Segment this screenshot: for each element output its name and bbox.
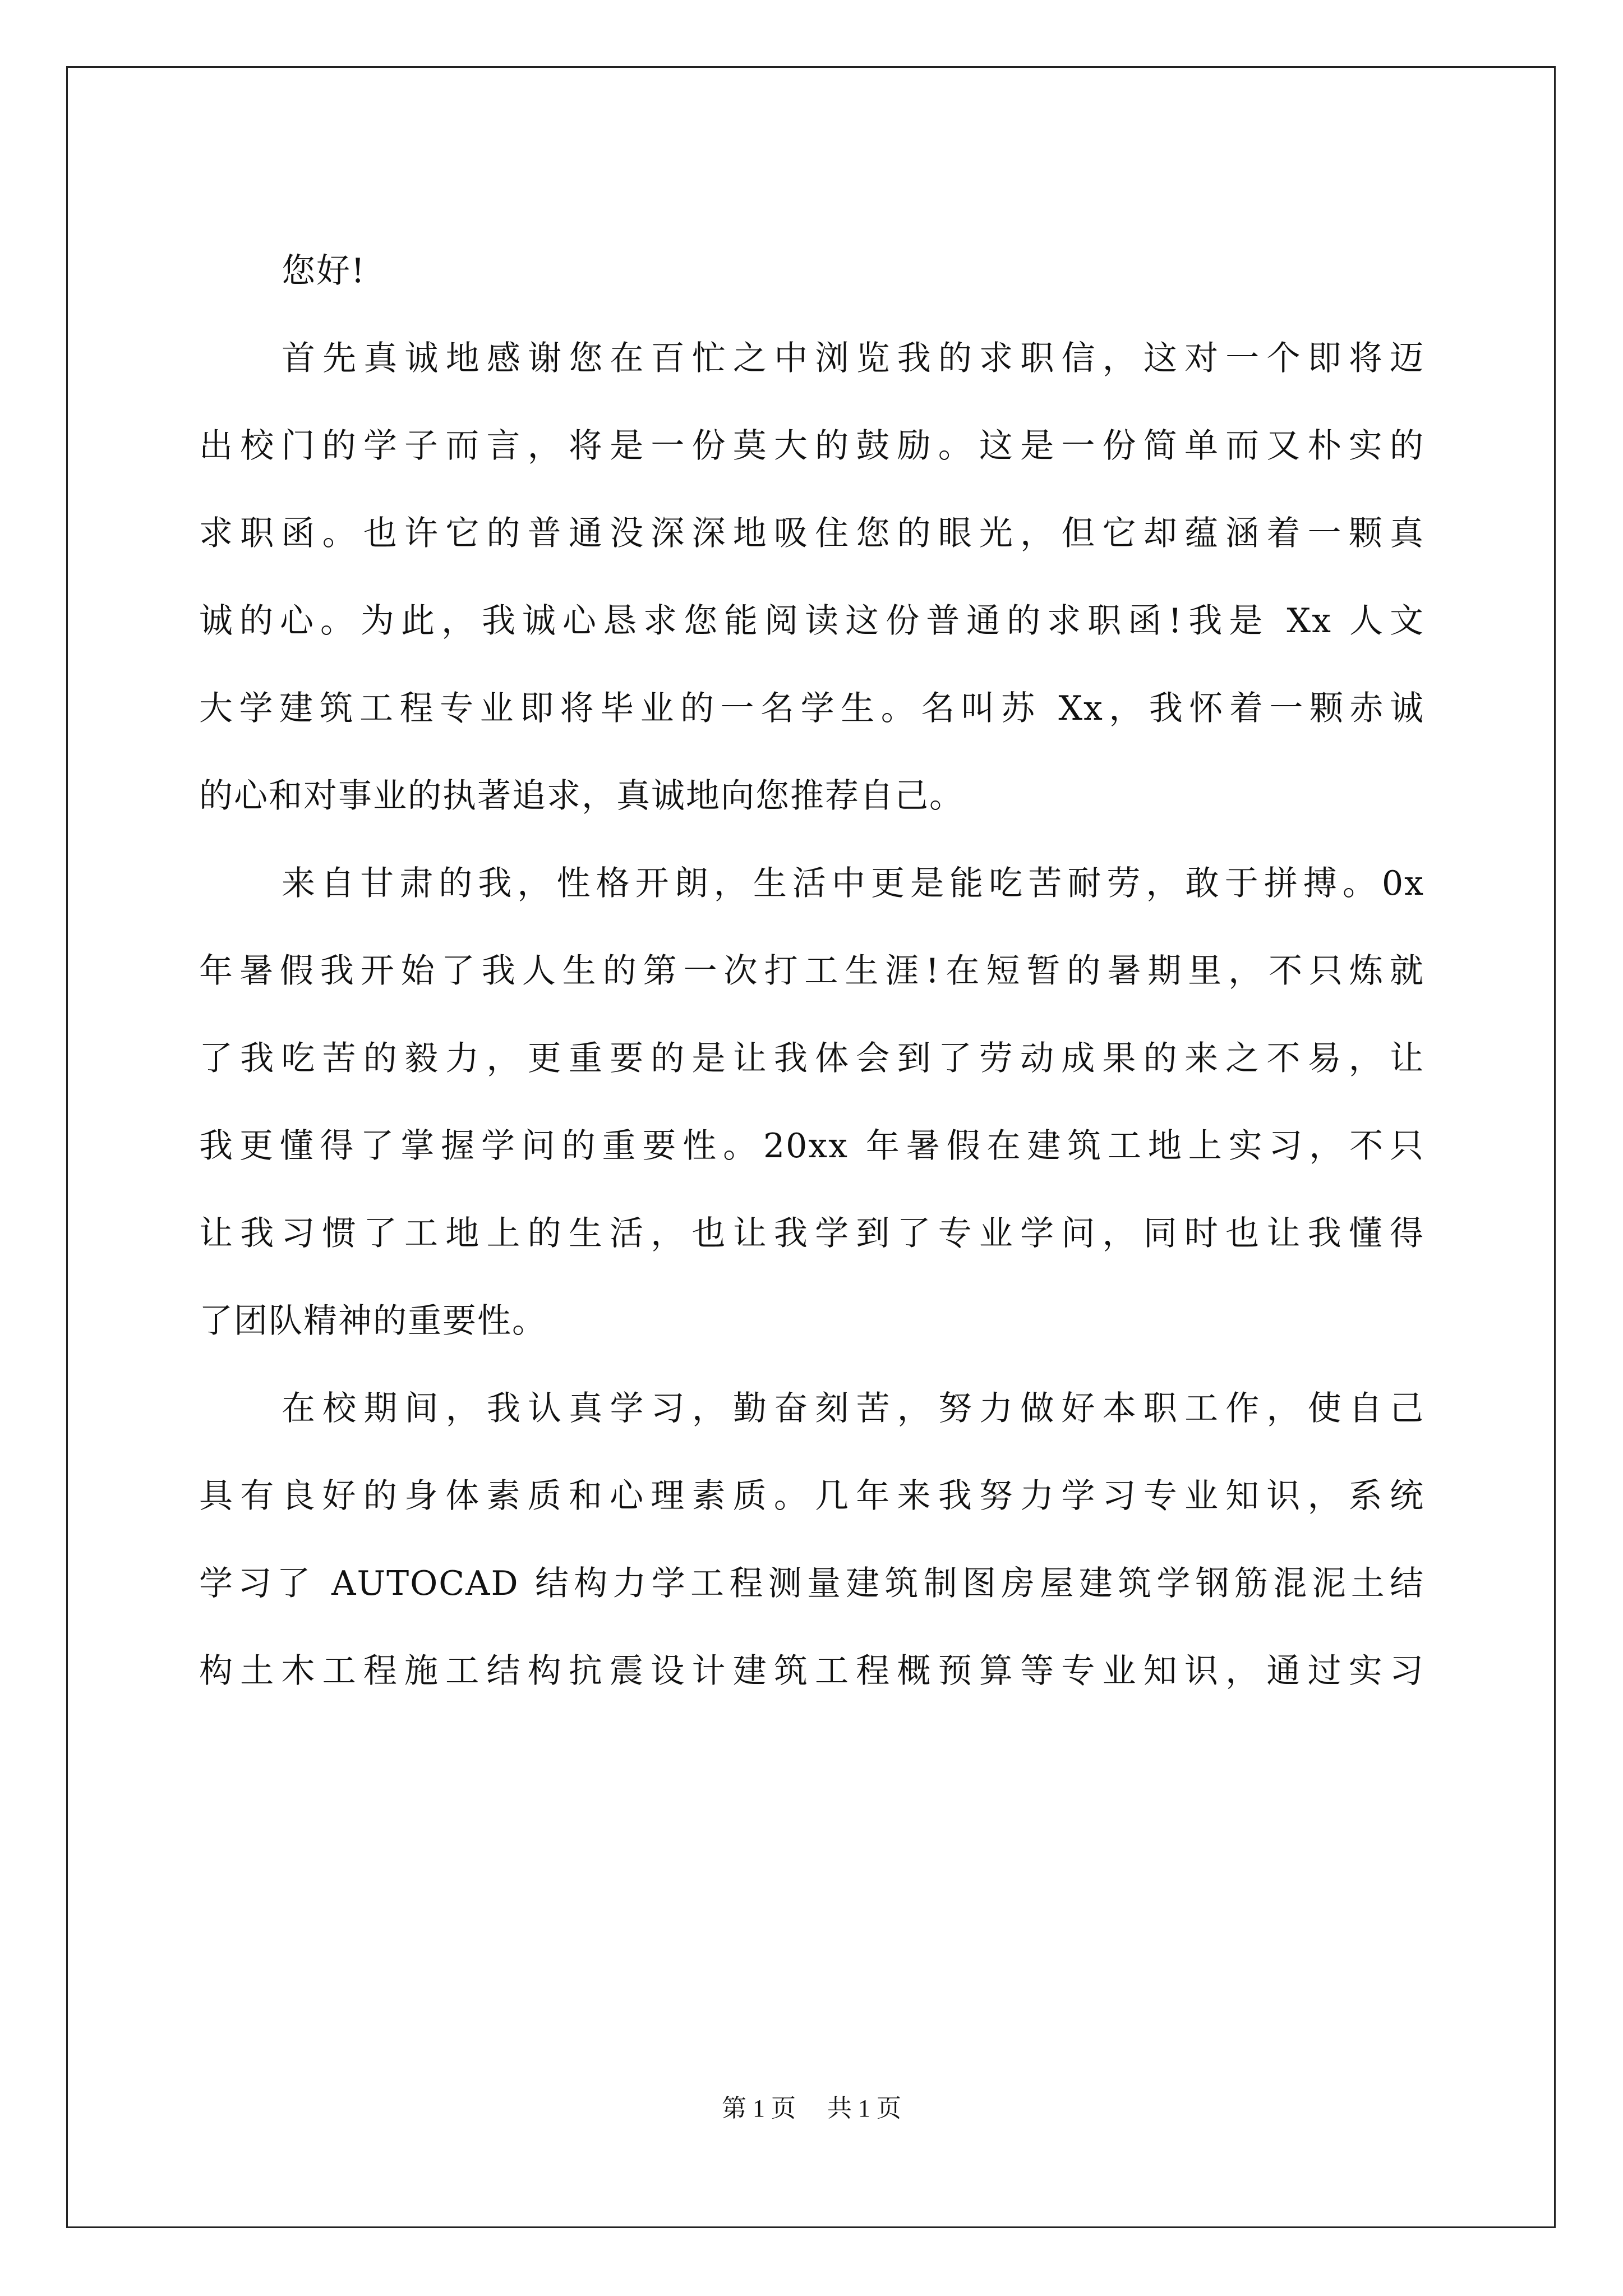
greeting-line: 您好! (282, 251, 366, 291)
text-line: 在校期间，我认真学习，勤奋刻苦，努力做好本职工作，使自己 (282, 1389, 1424, 1428)
text-line: 来自甘肃的我，性格开朗，生活中更是能吃苦耐劳，敢于拼搏。0x (282, 864, 1424, 903)
text-line: 年暑假我开始了我人生的第一次打工生涯!在短暂的暑期里，不只炼就 (199, 951, 1424, 991)
text-line: 大学建筑工程专业即将毕业的一名学生。名叫苏 Xx，我怀着一颗赤诚 (199, 689, 1424, 728)
text-line: 学习了 AUTOCAD 结构力学工程测量建筑制图房屋建筑学钢筋混泥土结 (199, 1564, 1424, 1603)
page-number: 第 1 页 (722, 2095, 796, 2122)
text-line: 我更懂得了掌握学问的重要性。20xx 年暑假在建筑工地上实习，不只 (199, 1126, 1424, 1166)
text-line: 了我吃苦的毅力，更重要的是让我体会到了劳动成果的来之不易，让 (199, 1039, 1424, 1078)
page-footer (0, 2088, 1623, 2124)
text-line: 构土木工程施工结构抗震设计建筑工程概预算等专业知识，通过实习 (199, 1651, 1424, 1691)
text-line: 的心和对事业的执著追求，真诚地向您推荐自己。 (199, 776, 964, 816)
text-line: 让我习惯了工地上的生活，也让我学到了专业学问，同时也让我懂得 (199, 1214, 1424, 1253)
text-line: 出校门的学子而言，将是一份莫大的鼓励。这是一份简单而又朴实的 (199, 426, 1424, 466)
letter-body (199, 227, 1424, 1715)
text-line: 求职函。也许它的普通没深深地吸住您的眼光，但它却蕴涵着一颗真 (199, 514, 1424, 553)
text-line: 首先真诚地感谢您在百忙之中浏览我的求职信，这对一个即将迈 (282, 339, 1424, 378)
page-total: 共 1 页 (827, 2095, 901, 2122)
text-line: 具有良好的身体素质和心理素质。几年来我努力学习专业知识，系统 (199, 1476, 1424, 1516)
text-line: 诚的心。为此，我诚心恳求您能阅读这份普通的求职函!我是 Xx 人文 (199, 601, 1424, 641)
letter-paragraphs (199, 315, 1424, 1715)
text-line: 了团队精神的重要性。 (199, 1301, 547, 1341)
